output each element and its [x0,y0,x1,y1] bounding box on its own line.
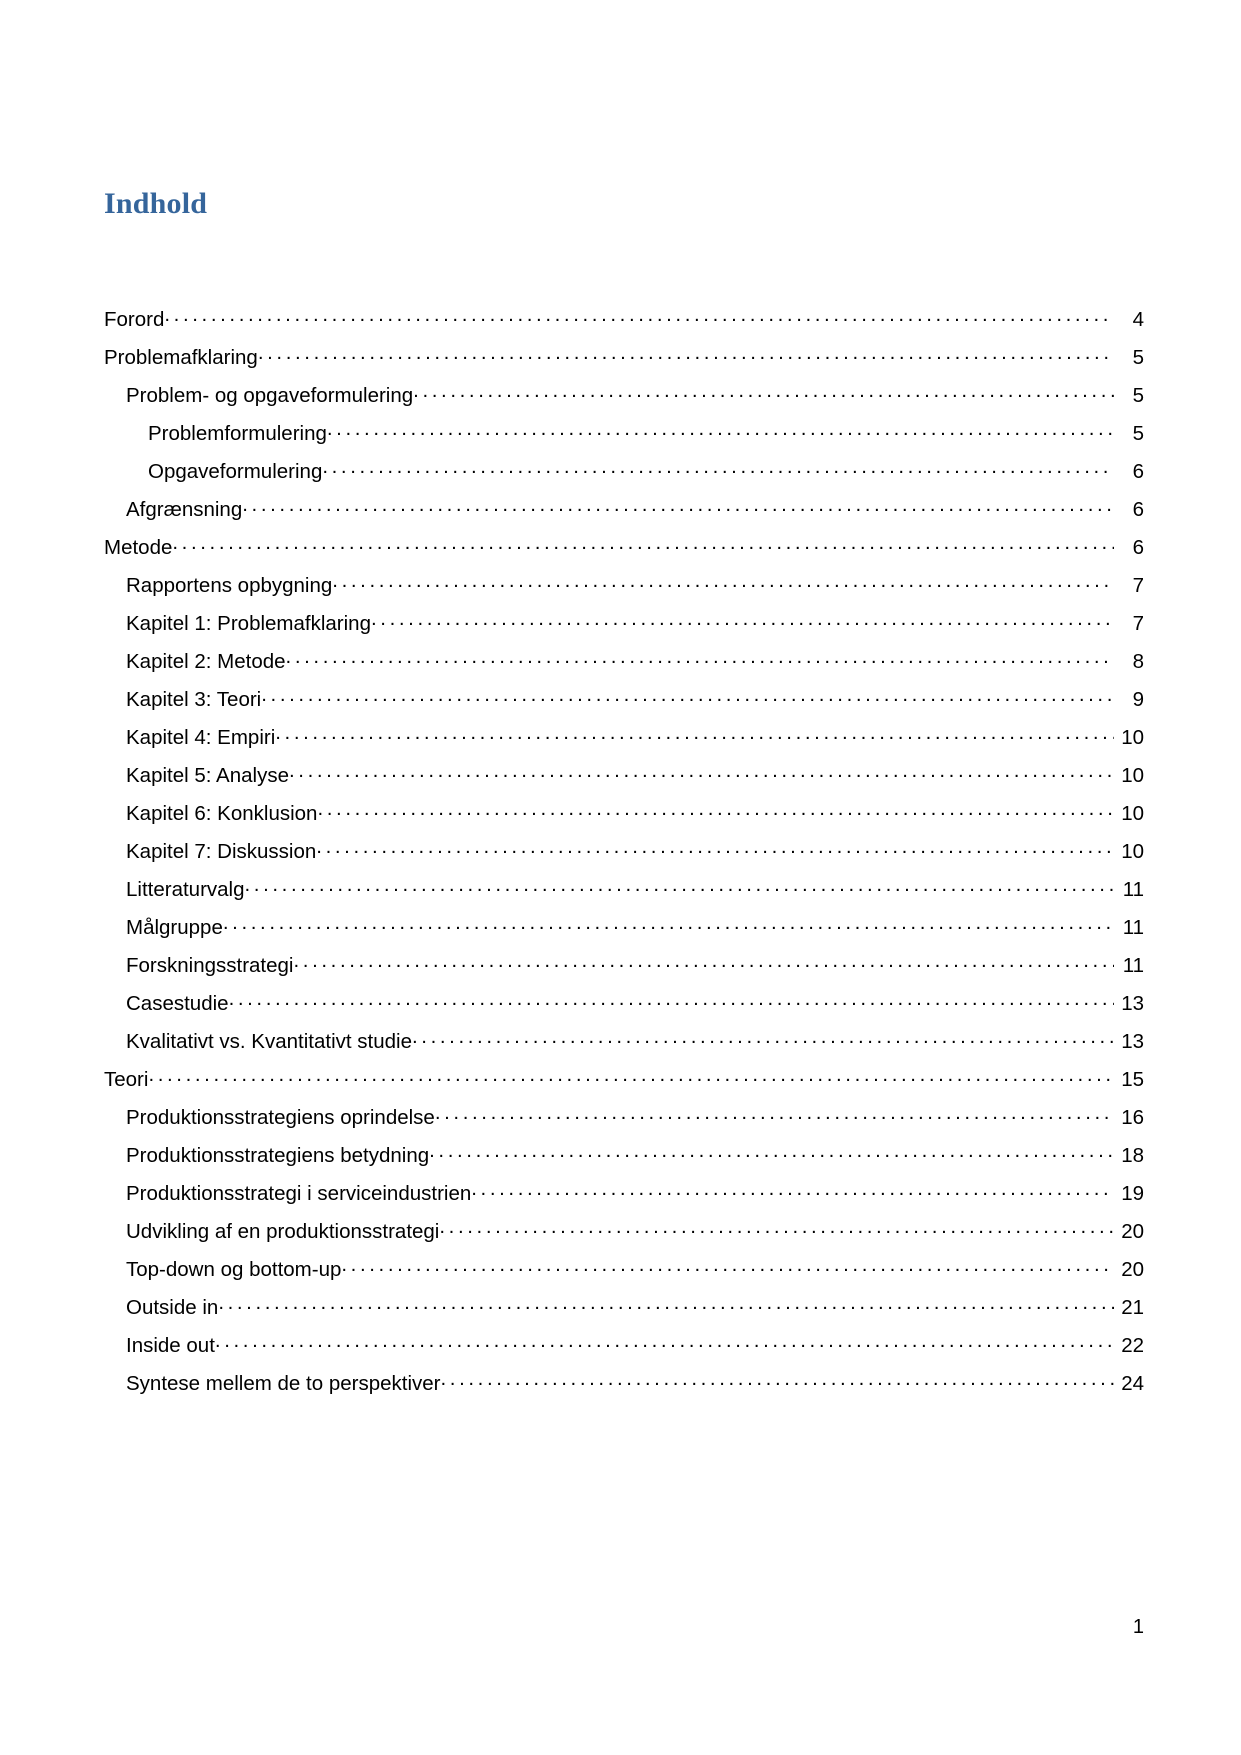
toc-entry[interactable] [104,798,1144,836]
toc-entry-page-number: 7 [1132,612,1144,635]
toc-dot-leader [293,950,1114,972]
toc-entry-page-number: 6 [1132,460,1144,483]
toc-entry-title: Opgaveformulering [148,460,323,483]
toc-entry[interactable] [104,1140,1144,1178]
toc-entry-title: Kapitel 1: Problemafklaring [126,612,371,635]
toc-entry[interactable] [104,646,1144,684]
toc-dot-leader [440,1368,1114,1390]
toc-entry[interactable] [104,342,1144,380]
toc-entry-page-number: 24 [1121,1372,1144,1395]
toc-entry-page-number: 21 [1121,1296,1144,1319]
toc-entry-page-number: 7 [1132,574,1144,597]
toc-dot-leader [242,494,1114,516]
toc-entry[interactable] [104,874,1144,912]
toc-entry-page-number: 5 [1132,346,1144,369]
toc-dot-leader [371,608,1114,630]
toc-dot-leader [148,1064,1114,1086]
toc-dot-leader [286,646,1114,668]
toc-entry-page-number: 22 [1121,1334,1144,1357]
toc-entry-title: Forord [104,308,165,331]
toc-dot-leader [332,570,1114,592]
toc-entry-page-number: 19 [1121,1182,1144,1205]
toc-dot-leader [341,1254,1114,1276]
toc-entry[interactable] [104,722,1144,760]
toc-entry[interactable] [104,304,1144,342]
toc-entry[interactable] [104,1254,1144,1292]
toc-entry[interactable] [104,532,1144,570]
toc-dot-leader [229,988,1114,1010]
toc-entry[interactable] [104,1064,1144,1102]
toc-dot-leader [317,798,1114,820]
toc-entry-title: Problemafklaring [104,346,258,369]
toc-entry-title: Outside in [126,1296,219,1319]
toc-entry-title: Målgruppe [126,916,223,939]
toc-entry-title: Kapitel 3: Teori [126,688,262,711]
toc-entry-page-number: 10 [1121,726,1144,749]
toc-entry-title: Top-down og bottom-up [126,1258,342,1281]
toc-entry[interactable] [104,1292,1144,1330]
toc-dot-leader [413,380,1114,402]
toc-entry[interactable] [104,608,1144,646]
toc-entry-title: Teori [104,1068,149,1091]
toc-entry-page-number: 11 [1122,954,1144,977]
toc-entry-title: Kvalitativt vs. Kvantitativt studie [126,1030,412,1053]
toc-entry-title: Casestudie [126,992,229,1015]
toc-dot-leader [261,684,1114,706]
toc-entry-page-number: 4 [1132,308,1144,331]
toc-entry-title: Kapitel 6: Konklusion [126,802,318,825]
toc-entry-title: Produktionsstrategiens oprindelse [126,1106,435,1129]
toc-entry-title: Kapitel 7: Diskussion [126,840,317,863]
toc-dot-leader [316,836,1114,858]
toc-entry[interactable] [104,494,1144,532]
toc-dot-leader [245,874,1114,896]
toc-entry-title: Problem- og opgaveformulering [126,384,414,407]
footer-page-number: 1 [1132,1616,1144,1638]
toc-entry-page-number: 20 [1121,1258,1144,1281]
page-content [104,186,1144,1638]
toc-entry[interactable] [104,570,1144,608]
toc-entry-title: Forskningsstrategi [126,954,294,977]
toc-entry[interactable] [104,1102,1144,1140]
toc-dot-leader [429,1140,1114,1162]
toc-entry-page-number: 13 [1121,992,1144,1015]
table-of-contents [104,304,1144,1406]
toc-entry[interactable] [104,1026,1144,1064]
toc-entry[interactable] [104,456,1144,494]
page-title: Indhold [104,187,208,220]
toc-entry-title: Produktionsstrategiens betydning [126,1144,430,1167]
toc-entry-title: Litteraturvalg [126,878,245,901]
toc-entry-page-number: 9 [1132,688,1144,711]
toc-dot-leader [164,304,1114,326]
toc-entry-page-number: 10 [1121,764,1144,787]
toc-entry-title: Rapportens opbygning [126,574,333,597]
toc-entry-title: Kapitel 4: Empiri [126,726,276,749]
toc-entry-page-number: 20 [1121,1220,1144,1243]
toc-entry[interactable] [104,1178,1144,1216]
toc-dot-leader [289,760,1114,782]
toc-entry-page-number: 18 [1121,1144,1144,1167]
toc-entry-page-number: 5 [1132,384,1144,407]
toc-dot-leader [258,342,1114,364]
toc-entry-title: Metode [104,536,173,559]
toc-entry-title: Problemformulering [148,422,327,445]
toc-dot-leader [218,1292,1114,1314]
toc-entry-page-number: 6 [1132,498,1144,521]
toc-entry-title: Kapitel 5: Analyse [126,764,289,787]
toc-entry-page-number: 6 [1132,536,1144,559]
toc-entry[interactable] [104,1368,1144,1406]
toc-entry-page-number: 11 [1122,916,1144,939]
toc-dot-leader [215,1330,1114,1352]
toc-dot-leader [327,418,1114,440]
toc-entry[interactable] [104,912,1144,950]
toc-dot-leader [439,1216,1114,1238]
toc-entry[interactable] [104,684,1144,722]
toc-entry-page-number: 8 [1132,650,1144,673]
toc-entry-page-number: 16 [1121,1106,1144,1129]
toc-entry-page-number: 10 [1121,802,1144,825]
toc-entry[interactable] [104,1330,1144,1368]
toc-entry-page-number: 15 [1121,1068,1144,1091]
toc-dot-leader [435,1102,1114,1124]
toc-dot-leader [223,912,1114,934]
toc-dot-leader [275,722,1114,744]
toc-entry[interactable] [104,418,1144,456]
toc-entry[interactable] [104,988,1144,1026]
toc-entry[interactable] [104,950,1144,988]
toc-entry-title: Syntese mellem de to perspektiver [126,1372,441,1395]
toc-dot-leader [322,456,1114,478]
toc-entry-title: Afgrænsning [126,498,243,521]
toc-entry-title: Produktionsstrategi i serviceindustrien [126,1182,472,1205]
toc-entry[interactable] [104,380,1144,418]
toc-entry[interactable] [104,760,1144,798]
toc-entry-title: Kapitel 2: Metode [126,650,286,673]
toc-entry-title: Udvikling af en produktionsstrategi [126,1220,440,1243]
toc-entry-page-number: 10 [1121,840,1144,863]
toc-entry-page-number: 11 [1122,878,1144,901]
toc-dot-leader [471,1178,1114,1200]
toc-dot-leader [172,532,1114,554]
toc-dot-leader [412,1026,1114,1048]
toc-entry[interactable] [104,1216,1144,1254]
toc-entry[interactable] [104,836,1144,874]
toc-entry-page-number: 13 [1121,1030,1144,1053]
toc-entry-title: Inside out [126,1334,215,1357]
toc-entry-page-number: 5 [1132,422,1144,445]
